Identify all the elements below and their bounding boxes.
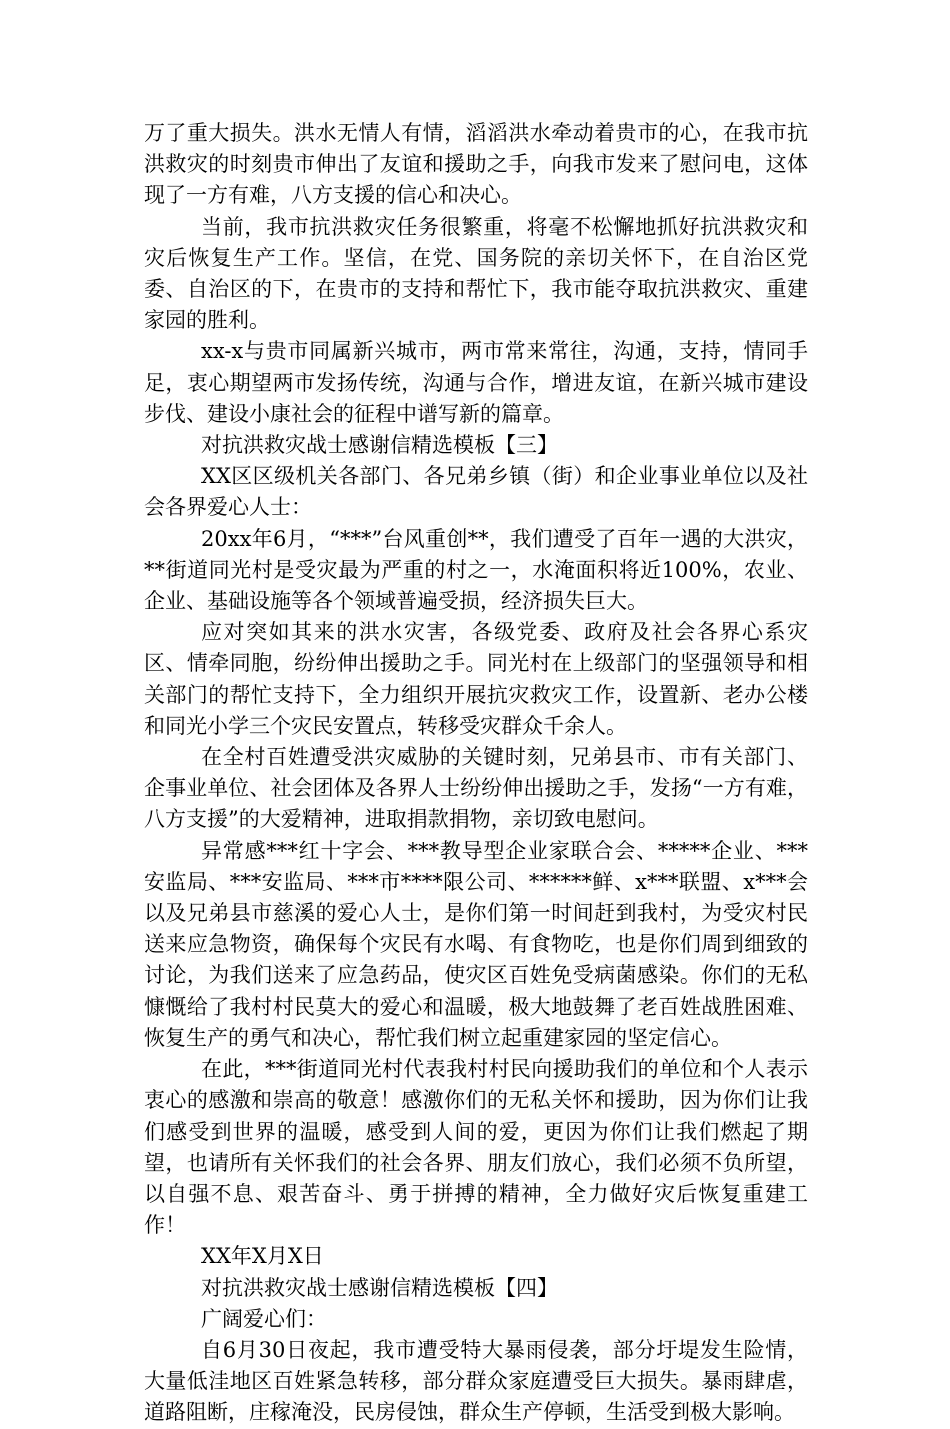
date-line: XX年X月X日 — [201, 1244, 324, 1269]
paragraph-8: 在全村百姓遭受洪灾威胁的关键时刻，兄弟县市、市有关部门、企事业单位、社会团体及各界人士纷纷伸出援助之手，发扬“一方有难，八方支援”的大爱精神，进取捐款捐物，亲切致电慰问。 — [144, 745, 808, 832]
paragraph-14: 自6月30日夜起，我市遭受特大暴雨侵袭，部分圩堤发生险情，大量低洼地区百姓紧急转移，部分群众家庭遭受巨大损失。暴雨肆虐，道路阻断，庄稼淹没，民房侵蚀，群众生产停顿，生活受到极大影响。 — [144, 1337, 808, 1425]
section-heading-4: 对抗洪救灾战士感谢信精选模板【四】 — [201, 1275, 558, 1300]
paragraph-7: 应对突如其来的洪水灾害，各级党委、政府及社会各界心系灾区、情牵同胞，纷纷伸出援助之手。同光村在上级部门的坚强领导和相关部门的帮忙支持下，全力组织开展抗灾救灾工作，设置新、老办公楼和同光小学三个灾民安置点，转移受灾群众千余人。 — [144, 620, 808, 738]
paragraph-6: 20xx年6月，“***”台风重创**，我们遭受了百年一遇的大洪灾，**街道同光村是受灾最为严重的村之一，水淹面积将近100%，农业、企业、基础设施等各个领域普遍受损，经济损失巨大。 — [144, 526, 808, 614]
paragraph-10: 在此，***街道同光村代表我村村民向援助我们的单位和个人表示衷心的感激和崇高的敬意！感激你们的无私关怀和援助，因为你们让我们感受到世界的温暖，感受到人间的爱，更因为你们让我们燃起了期望，也请所有关怀我们的社会各界、朋友们放心，我们必须不负所望，以自强不息、艰苦奋斗、勇于拼搏的精神，全力做好灾后恢复重建工作！ — [144, 1057, 808, 1238]
paragraph-2: 当前，我市抗洪救灾任务很繁重，将毫不松懈地抓好抗洪救灾和灾后恢复生产工作。坚信，在党、国务院的亲切关怀下，在自治区党委、自治区的下，在贵市的支持和帮忙下，我市能夺取抗洪救灾、重建家园的胜利。 — [144, 214, 808, 333]
salutation-3: XX区区级机关各部门、各兄弟乡镇（街）和企业事业单位以及社会各界爱心人士： — [144, 464, 808, 520]
salutation-4: 广阔爱心们： — [201, 1306, 327, 1331]
document-page — [144, 118, 808, 1429]
section-heading-3: 对抗洪救灾战士感谢信精选模板【三】 — [201, 433, 558, 458]
paragraph-3: xx-x与贵市同属新兴城市，两市常来常往，沟通，支持，情同手足，衷心期望两市发扬传统，沟通与合作，增进友谊，在新兴城市建设步伐、建设小康社会的征程中谱写新的篇章。 — [144, 339, 808, 426]
paragraph-1: 万了重大损失。洪水无情人有情，滔滔洪水牵动着贵市的心，在我市抗洪救灾的时刻贵市伸出了友谊和援助之手，向我市发来了慰问电，这体现了一方有难，八方支援的信心和决心。 — [144, 121, 808, 208]
paragraph-9: 异常感***红十字会、***教导型企业家联合会、*****企业、***安监局、***安监局、***市****限公司、******鲜、x***联盟、x***会以及兄弟县市慈溪的爱心人士，是你们第一时间赶到我村，为受灾村民送来应急物资，确保每个灾民有水喝、有食物吃，也是你们周到细致的讨论，为我们送来了应急药品，使灾区百姓免受病菌感染。你们的无私慷慨给了我村村民莫大的爱心和温暖，极大地鼓舞了老百姓战胜困难、恢复生产的勇气和决心，帮忙我们树立起重建家园的坚定信心。 — [144, 838, 808, 1050]
